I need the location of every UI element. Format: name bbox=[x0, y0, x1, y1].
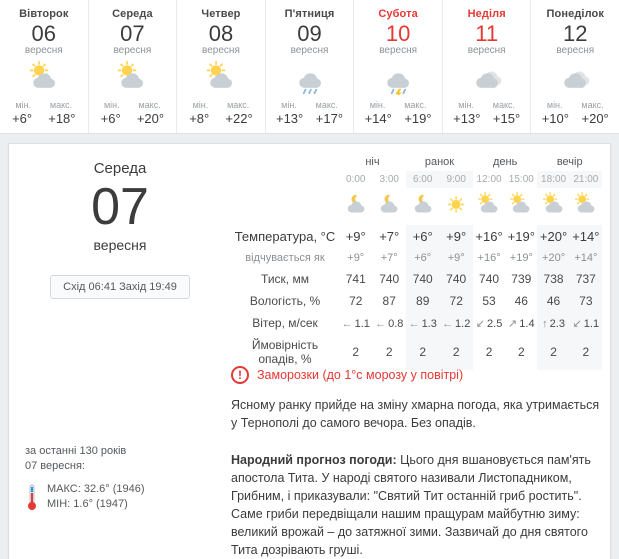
precip-row bbox=[231, 334, 602, 370]
min-label: мін. bbox=[281, 100, 297, 110]
day-part-header: день bbox=[493, 156, 518, 168]
week-day-name: Середа bbox=[112, 8, 153, 20]
hourly-table bbox=[231, 156, 602, 370]
week-day-name: Четвер bbox=[201, 8, 241, 20]
cell-value: +9° bbox=[439, 225, 472, 248]
thermometer-icon bbox=[25, 483, 39, 518]
cell-value: +16° bbox=[477, 252, 501, 264]
max-label: макс. bbox=[138, 100, 161, 110]
week-day-name: Вівторок bbox=[19, 8, 69, 20]
min-temp: +13° bbox=[453, 111, 481, 126]
wind-cell bbox=[406, 312, 439, 334]
cell-value: +6° bbox=[406, 248, 439, 268]
week-forecast-strip bbox=[0, 0, 619, 134]
wind-direction-arrow: ↙ bbox=[572, 318, 582, 330]
wind-direction-arrow: ← bbox=[442, 318, 454, 330]
weather-sun-cloud-icon bbox=[89, 62, 177, 94]
table-row bbox=[231, 248, 602, 268]
folk-forecast bbox=[231, 451, 600, 559]
min-temp: +10° bbox=[541, 111, 569, 126]
week-day-card[interactable] bbox=[531, 0, 619, 133]
week-day-number: 08 bbox=[208, 21, 234, 46]
min-temp: +13° bbox=[275, 111, 304, 126]
historical-records bbox=[25, 444, 230, 512]
cell-value: 737 bbox=[570, 268, 602, 290]
table-row bbox=[231, 290, 602, 312]
day-part-header: ранок bbox=[424, 156, 455, 168]
cell-value: +6° bbox=[406, 225, 439, 248]
min-label: мін. bbox=[546, 100, 563, 110]
cell-value: 741 bbox=[345, 272, 366, 286]
day-detail-card bbox=[8, 143, 611, 559]
wind-speed: 1.3 bbox=[421, 318, 437, 330]
week-day-number: 06 bbox=[31, 21, 57, 46]
cell-value: 740 bbox=[439, 268, 472, 290]
wind-cell bbox=[372, 312, 405, 334]
week-day-month: вересня bbox=[113, 45, 152, 56]
detail-day-number: 07 bbox=[91, 178, 149, 236]
precip-cell: 2 bbox=[517, 345, 525, 359]
hours-row bbox=[231, 171, 602, 188]
cell-value: 46 bbox=[514, 294, 528, 308]
max-temp: +17° bbox=[315, 111, 344, 126]
weather-sun-cloud-icon bbox=[0, 62, 88, 94]
cell-value: 740 bbox=[406, 268, 439, 290]
wind-cell bbox=[570, 312, 602, 334]
wind-speed: 2.3 bbox=[549, 318, 565, 330]
wind-direction-arrow: ↙ bbox=[475, 318, 486, 330]
min-label: мін. bbox=[192, 100, 209, 110]
week-day-number: 09 bbox=[297, 21, 322, 46]
weather-sun-cloud-icon bbox=[473, 188, 505, 225]
max-temp: +20° bbox=[136, 111, 165, 126]
week-day-number: 10 bbox=[385, 21, 411, 46]
precip-cell: 2 bbox=[537, 334, 569, 370]
wind-cell bbox=[439, 312, 472, 334]
wind-direction-arrow: ← bbox=[341, 318, 353, 330]
week-day-month: вересня bbox=[467, 45, 506, 56]
min-temp: +14° bbox=[364, 111, 392, 126]
wind-cell bbox=[339, 312, 372, 334]
cell-value: 72 bbox=[439, 290, 472, 312]
hour-cell: 21:00 bbox=[570, 171, 602, 188]
row-label bbox=[231, 334, 339, 370]
cell-value: 46 bbox=[537, 290, 569, 312]
weather-moon-cloud-icon bbox=[339, 188, 372, 225]
wind-direction-arrow: ↗ bbox=[508, 318, 518, 330]
weather-sun-icon bbox=[439, 188, 472, 225]
week-day-name: Понеділок bbox=[546, 8, 604, 20]
week-day-card[interactable] bbox=[443, 0, 532, 133]
max-temp: +19° bbox=[404, 111, 432, 126]
detail-month: вересня bbox=[93, 237, 147, 253]
precip-cell: 2 bbox=[385, 345, 393, 359]
weather-moon-cloud-icon bbox=[406, 188, 439, 225]
weather-sun-cloud-icon bbox=[505, 188, 537, 225]
week-day-month: вересня bbox=[24, 45, 63, 56]
wind-speed: 1.2 bbox=[455, 318, 471, 330]
row-label: Вітер, м/сек bbox=[252, 316, 318, 330]
precip-cell: 2 bbox=[570, 334, 602, 370]
history-title-2: 07 вересня: bbox=[25, 460, 85, 472]
hour-cell: 15:00 bbox=[505, 171, 537, 188]
week-day-card[interactable] bbox=[177, 0, 266, 133]
sunrise-sunset-box: Схід 06:41 Захід 19:49 bbox=[50, 275, 190, 299]
table-row bbox=[231, 225, 602, 248]
row-label: Вологість, % bbox=[249, 294, 321, 308]
week-day-name: П'ятниця bbox=[284, 8, 335, 20]
week-day-month: вересня bbox=[379, 45, 418, 56]
history-min: МІН: 1.6° (1947) bbox=[47, 498, 128, 510]
folk-forecast-title: Народний прогноз погоди: bbox=[231, 453, 397, 467]
max-label: макс. bbox=[49, 100, 73, 110]
wind-cell bbox=[473, 312, 505, 334]
history-max: МАКС: 32.6° (1946) bbox=[47, 483, 145, 495]
cell-value: 740 bbox=[479, 272, 500, 286]
frost-warning bbox=[231, 366, 463, 384]
wind-direction-arrow: ← bbox=[408, 318, 420, 330]
max-temp: +15° bbox=[492, 111, 521, 126]
week-day-number: 07 bbox=[120, 21, 145, 46]
wind-cell bbox=[537, 312, 569, 334]
detail-day-name: Середа bbox=[93, 160, 147, 177]
week-day-card[interactable] bbox=[354, 0, 443, 133]
row-label: відчувається як bbox=[245, 252, 325, 264]
cell-value: 738 bbox=[537, 268, 569, 290]
day-summary bbox=[9, 144, 231, 299]
week-day-card[interactable] bbox=[0, 0, 89, 133]
hours-row-label bbox=[231, 171, 339, 188]
cell-value: 72 bbox=[349, 294, 363, 308]
precip-cell: 2 bbox=[485, 345, 493, 359]
week-day-name: Субота bbox=[378, 8, 418, 20]
hour-cell: 12:00 bbox=[473, 171, 505, 188]
min-temp: +8° bbox=[189, 111, 210, 126]
max-label: макс. bbox=[227, 100, 250, 110]
hour-cell: 3:00 bbox=[372, 171, 405, 188]
max-temp: +22° bbox=[225, 111, 253, 126]
cell-value: +16° bbox=[475, 229, 503, 244]
week-day-name: Неділя bbox=[467, 8, 506, 20]
alert-icon: ! bbox=[231, 366, 249, 384]
min-temp: +6° bbox=[100, 111, 121, 126]
cell-value: 73 bbox=[570, 290, 602, 312]
cell-value: +7° bbox=[380, 252, 398, 264]
cell-value: 89 bbox=[406, 290, 439, 312]
hour-cell: 18:00 bbox=[537, 171, 569, 188]
precip-cell: 2 bbox=[439, 334, 472, 370]
history-title-1: за останні 130 років bbox=[25, 445, 127, 457]
min-label: мін. bbox=[103, 100, 120, 110]
max-label: макс. bbox=[581, 100, 604, 110]
weather-thunder-cloud-icon bbox=[354, 62, 442, 94]
max-label: макс. bbox=[404, 100, 427, 110]
max-label: макс. bbox=[492, 100, 516, 110]
precip-label-1: Ймовірність bbox=[251, 338, 319, 352]
max-temp: +18° bbox=[48, 111, 76, 126]
cell-value: 53 bbox=[482, 294, 496, 308]
wind-speed: 0.8 bbox=[388, 318, 404, 330]
cell-value: +19° bbox=[507, 229, 535, 244]
hour-cell: 6:00 bbox=[406, 171, 439, 188]
weather-moon-cloud-icon bbox=[372, 188, 405, 225]
weather-cloud-icon bbox=[443, 62, 531, 94]
cell-value: 740 bbox=[379, 272, 400, 286]
cell-value: +9° bbox=[345, 229, 366, 244]
cell-value: 87 bbox=[382, 294, 396, 308]
wind-cell bbox=[505, 312, 537, 334]
weather-cloud-icon bbox=[531, 62, 619, 94]
weather-sun-cloud-icon bbox=[177, 62, 265, 94]
precip-cell: 2 bbox=[406, 334, 439, 370]
hourly-table-container bbox=[231, 156, 602, 370]
min-temp: +6° bbox=[12, 111, 33, 126]
forecast-description: Ясному ранку прийде на зміну хмарна погода, яка утримається у Тернополі до самого вечора. Без опадів. bbox=[231, 398, 600, 430]
week-day-month: вересня bbox=[290, 45, 329, 56]
precip-label-2: опадів, % bbox=[258, 352, 312, 366]
cell-value: +9° bbox=[439, 248, 472, 268]
hour-cell: 0:00 bbox=[339, 171, 372, 188]
hour-icons-label bbox=[231, 188, 339, 225]
cell-value: +20° bbox=[537, 248, 569, 268]
day-part-header: ніч bbox=[365, 156, 380, 168]
wind-speed: 2.5 bbox=[487, 318, 503, 330]
week-day-number: 12 bbox=[563, 21, 588, 46]
wind-direction-arrow: ↑ bbox=[542, 318, 548, 330]
cell-value: +19° bbox=[509, 252, 533, 264]
week-day-card[interactable] bbox=[266, 0, 355, 133]
cell-value: +14° bbox=[570, 225, 602, 248]
cell-value: +7° bbox=[379, 229, 400, 244]
week-day-month: вересня bbox=[556, 45, 595, 56]
day-part-header: вечір bbox=[556, 156, 583, 168]
min-label: мін. bbox=[369, 100, 386, 110]
wind-row bbox=[231, 312, 602, 334]
max-label: макс. bbox=[315, 100, 338, 110]
min-label: мін. bbox=[458, 100, 474, 110]
week-day-month: вересня bbox=[202, 45, 240, 56]
cell-value: +9° bbox=[347, 252, 365, 264]
precip-cell: 2 bbox=[352, 345, 360, 359]
wind-speed: 1.1 bbox=[583, 318, 600, 330]
min-label: мін. bbox=[15, 100, 32, 110]
folk-forecast-text: Цього дня вшановується пам'ять апостола Тита. У народі святого називали Листопадником, Грибним, і приказували: "Святий Тит останній гриб ростить". Саме гриби передвіщали нашим пращурам майбутню зиму: великий врожай – до затяжної зими. Зазвичай до дня святого Тита дозрівають груші. bbox=[231, 453, 591, 557]
cell-value: 739 bbox=[511, 272, 532, 286]
week-day-number: 11 bbox=[475, 21, 499, 46]
parts-row-spacer bbox=[231, 156, 339, 171]
row-label: Тиск, мм bbox=[261, 272, 309, 286]
weather-sun-cloud-icon bbox=[537, 188, 569, 225]
cell-value: +20° bbox=[537, 225, 569, 248]
hour-icons-row bbox=[231, 188, 602, 225]
weather-rain-cloud-icon bbox=[266, 62, 354, 94]
day-parts-row bbox=[231, 156, 602, 171]
weather-sun-cloud-icon bbox=[570, 188, 602, 225]
table-row bbox=[231, 268, 602, 290]
week-day-card[interactable] bbox=[89, 0, 178, 133]
max-temp: +20° bbox=[581, 111, 609, 126]
frost-warning-text: Заморозки (до 1°с морозу у повітрі) bbox=[257, 368, 464, 382]
wind-speed: 1.1 bbox=[354, 318, 370, 330]
wind-direction-arrow: ← bbox=[375, 318, 387, 330]
hour-cell: 9:00 bbox=[439, 171, 472, 188]
cell-value: +14° bbox=[570, 248, 602, 268]
wind-speed: 1.4 bbox=[519, 318, 535, 330]
row-label: Температура, °C bbox=[234, 229, 336, 244]
